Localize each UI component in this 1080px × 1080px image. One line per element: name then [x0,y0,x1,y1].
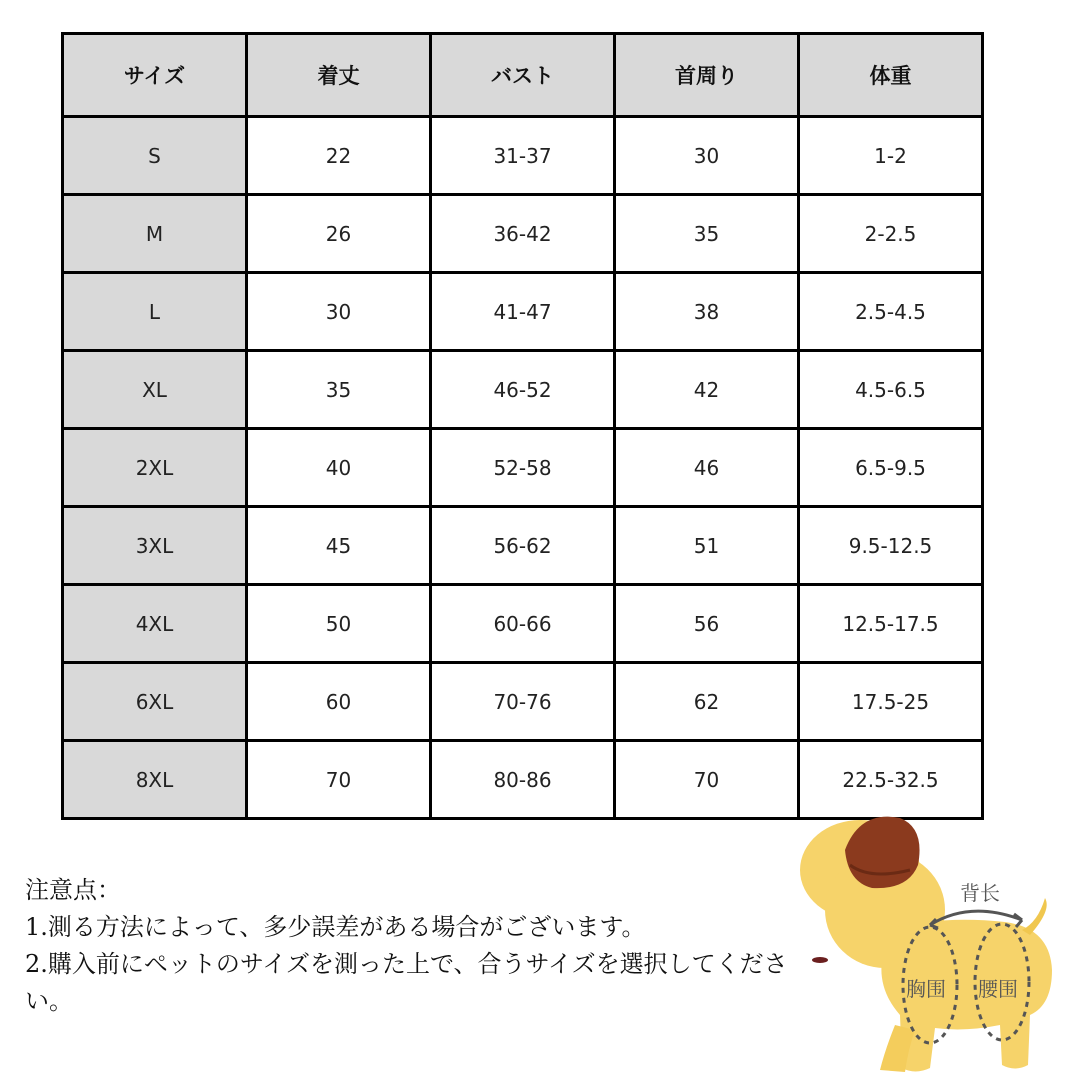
header-neck: 首周り [615,34,799,117]
bust-cell: 80-86 [431,741,615,819]
table-row [63,507,983,585]
neck-cell: 42 [615,351,799,429]
weight-cell: 22.5-32.5 [799,741,983,819]
weight-cell: 17.5-25 [799,663,983,741]
size-cell: 2XL [63,429,247,507]
table-row [63,273,983,351]
neck-cell: 46 [615,429,799,507]
neck-cell: 38 [615,273,799,351]
size-cell: XL [63,351,247,429]
chest-label: 胸围 [906,977,946,1001]
bust-cell: 60-66 [431,585,615,663]
notes-line-2: 2.購入前にペットのサイズを測った上で、合うサイズを選択してください。 [25,950,788,1015]
table-row [63,429,983,507]
length-cell: 26 [247,195,431,273]
weight-cell: 4.5-6.5 [799,351,983,429]
size-chart-table [61,32,984,820]
length-cell: 45 [247,507,431,585]
weight-cell: 2.5-4.5 [799,273,983,351]
neck-cell: 30 [615,117,799,195]
table-row [63,195,983,273]
size-cell: 3XL [63,507,247,585]
notes-heading: 注意点： [25,876,121,904]
waist-label: 腰围 [978,977,1018,1001]
weight-cell: 9.5-12.5 [799,507,983,585]
bust-cell: 52-58 [431,429,615,507]
weight-cell: 1-2 [799,117,983,195]
notes-line-1: 1.測る方法によって、多少誤差がある場合がございます。 [25,913,646,941]
neck-cell: 62 [615,663,799,741]
table-row [63,117,983,195]
neck-cell: 35 [615,195,799,273]
length-cell: 60 [247,663,431,741]
header-weight: 体重 [799,34,983,117]
table-row [63,741,983,819]
bust-cell: 41-47 [431,273,615,351]
size-cell: S [63,117,247,195]
bust-cell: 36-42 [431,195,615,273]
table-header-row [63,34,983,117]
bust-cell: 70-76 [431,663,615,741]
length-cell: 70 [247,741,431,819]
dog-measurement-illustration [790,810,1080,1080]
table-row [63,663,983,741]
weight-cell: 2-2.5 [799,195,983,273]
size-cell: 4XL [63,585,247,663]
size-cell: L [63,273,247,351]
header-length: 着丈 [247,34,431,117]
bust-cell: 46-52 [431,351,615,429]
size-cell: M [63,195,247,273]
length-cell: 40 [247,429,431,507]
weight-cell: 6.5-9.5 [799,429,983,507]
back-length-label: 背长 [960,881,1000,905]
bust-cell: 31-37 [431,117,615,195]
length-cell: 35 [247,351,431,429]
table-row [63,351,983,429]
notes-block [25,872,795,1020]
length-cell: 22 [247,117,431,195]
length-cell: 50 [247,585,431,663]
table-row [63,585,983,663]
header-size: サイズ [63,34,247,117]
header-bust: バスト [431,34,615,117]
size-cell: 6XL [63,663,247,741]
size-cell: 8XL [63,741,247,819]
neck-cell: 70 [615,741,799,819]
neck-cell: 51 [615,507,799,585]
neck-cell: 56 [615,585,799,663]
length-cell: 30 [247,273,431,351]
bust-cell: 56-62 [431,507,615,585]
weight-cell: 12.5-17.5 [799,585,983,663]
dog-eye [812,957,828,963]
